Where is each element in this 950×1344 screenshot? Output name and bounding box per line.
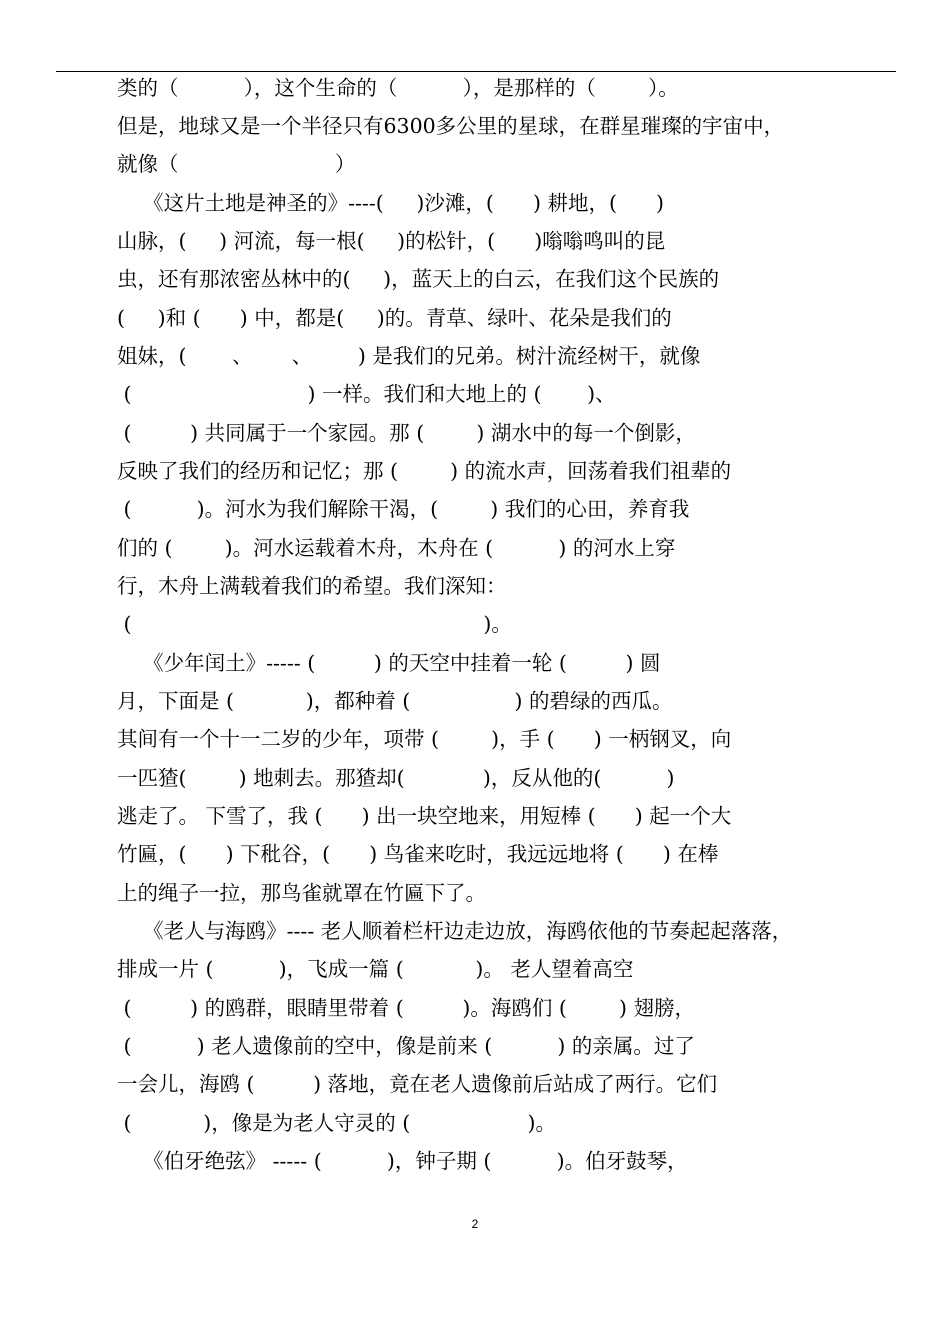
- text-line: 《伯牙绝弦》 ----- ( )，钟子期 ( )。伯牙鼓琴，: [117, 1149, 688, 1173]
- text-line: ( ) 共同属于一个家园。那 ( ) 湖水中的每一个倒影，: [117, 421, 696, 445]
- text-line: 山脉，( ) 河流，每一根( )的松针，( )嗡嗡鸣叫的昆: [117, 229, 666, 253]
- text-line: 虫，还有那浓密丛林中的( )，蓝天上的白云，在我们这个民族的: [117, 267, 720, 291]
- page-number: 2: [471, 1217, 479, 1231]
- text-line: 们的 ( )。河水运载着木舟，木舟在 ( ) 的河水上穿: [117, 536, 676, 560]
- text-line: 逃走了。 下雪了，我 ( ) 出一块空地来，用短棒 ( ) 起一个大: [117, 804, 732, 828]
- text-line: 反映了我们的经历和记忆；那 ( ) 的流水声，回荡着我们祖辈的: [117, 459, 732, 483]
- text-line: 《老人与海鸥》---- 老人顺着栏杆边走边放，海鸥依他的节奏起起落落，: [117, 919, 793, 943]
- text-line: ( )，像是为老人守灵的 ( )。: [117, 1111, 556, 1135]
- text-line: ( )。: [117, 612, 512, 636]
- text-line: 但是，地球又是一个半径只有6300多公里的星球，在群星璀璨的宇宙中，: [117, 114, 785, 138]
- text-line: ( ) 老人遗像前的空中，像是前来 ( ) 的亲属。过了: [117, 1034, 695, 1058]
- text-line: 竹匾，( ) 下秕谷，( ) 鸟雀来吃时，我远远地将 ( ) 在棒: [117, 842, 719, 866]
- text-line: ( ) 一样。我们和大地上的 ( )、: [117, 382, 616, 406]
- text-line: 其间有一个十一二岁的少年，项带 ( )，手 ( ) 一柄钢叉，向: [117, 727, 732, 751]
- text-line: ( )和 ( ) 中，都是( )的。青草、绿叶、花朵是我们的: [117, 306, 672, 330]
- text-line: 一会儿，海鸥 ( ) 落地，竟在老人遗像前后站成了两行。它们: [117, 1072, 718, 1096]
- text-line: ( )。河水为我们解除干渴，( ) 我们的心田，养育我: [117, 497, 690, 521]
- text-line: 就像（ ）: [117, 152, 356, 176]
- text-line: 月，下面是 ( )，都种着 ( ) 的碧绿的西瓜。: [117, 689, 673, 713]
- text-line: 《这片土地是神圣的》----( )沙滩，( ) 耕地，( ): [117, 191, 665, 215]
- text-line: 上的绳子一拉，那鸟雀就罩在竹匾下了。: [117, 881, 486, 905]
- text-line: 类的（ ），这个生命的（ ），是那样的（ ）。: [117, 76, 679, 100]
- text-line: 《少年闰土》----- ( ) 的天空中挂着一轮 ( ) 圆: [117, 651, 661, 675]
- text-line: ( ) 的鸥群，眼睛里带着 ( )。海鸥们 ( ) 翅膀，: [117, 996, 695, 1020]
- text-line: 排成一片 ( )，飞成一篇 ( )。 老人望着高空: [117, 957, 634, 981]
- text-line: 行，木舟上满载着我们的希望。我们深知：: [117, 574, 507, 598]
- text-line: 一匹猹( ) 地刺去。那猹却( )，反从他的( ): [117, 766, 675, 790]
- text-line: 姐妹，( 、 、 ) 是我们的兄弟。树汁流经树干，就像: [117, 344, 701, 368]
